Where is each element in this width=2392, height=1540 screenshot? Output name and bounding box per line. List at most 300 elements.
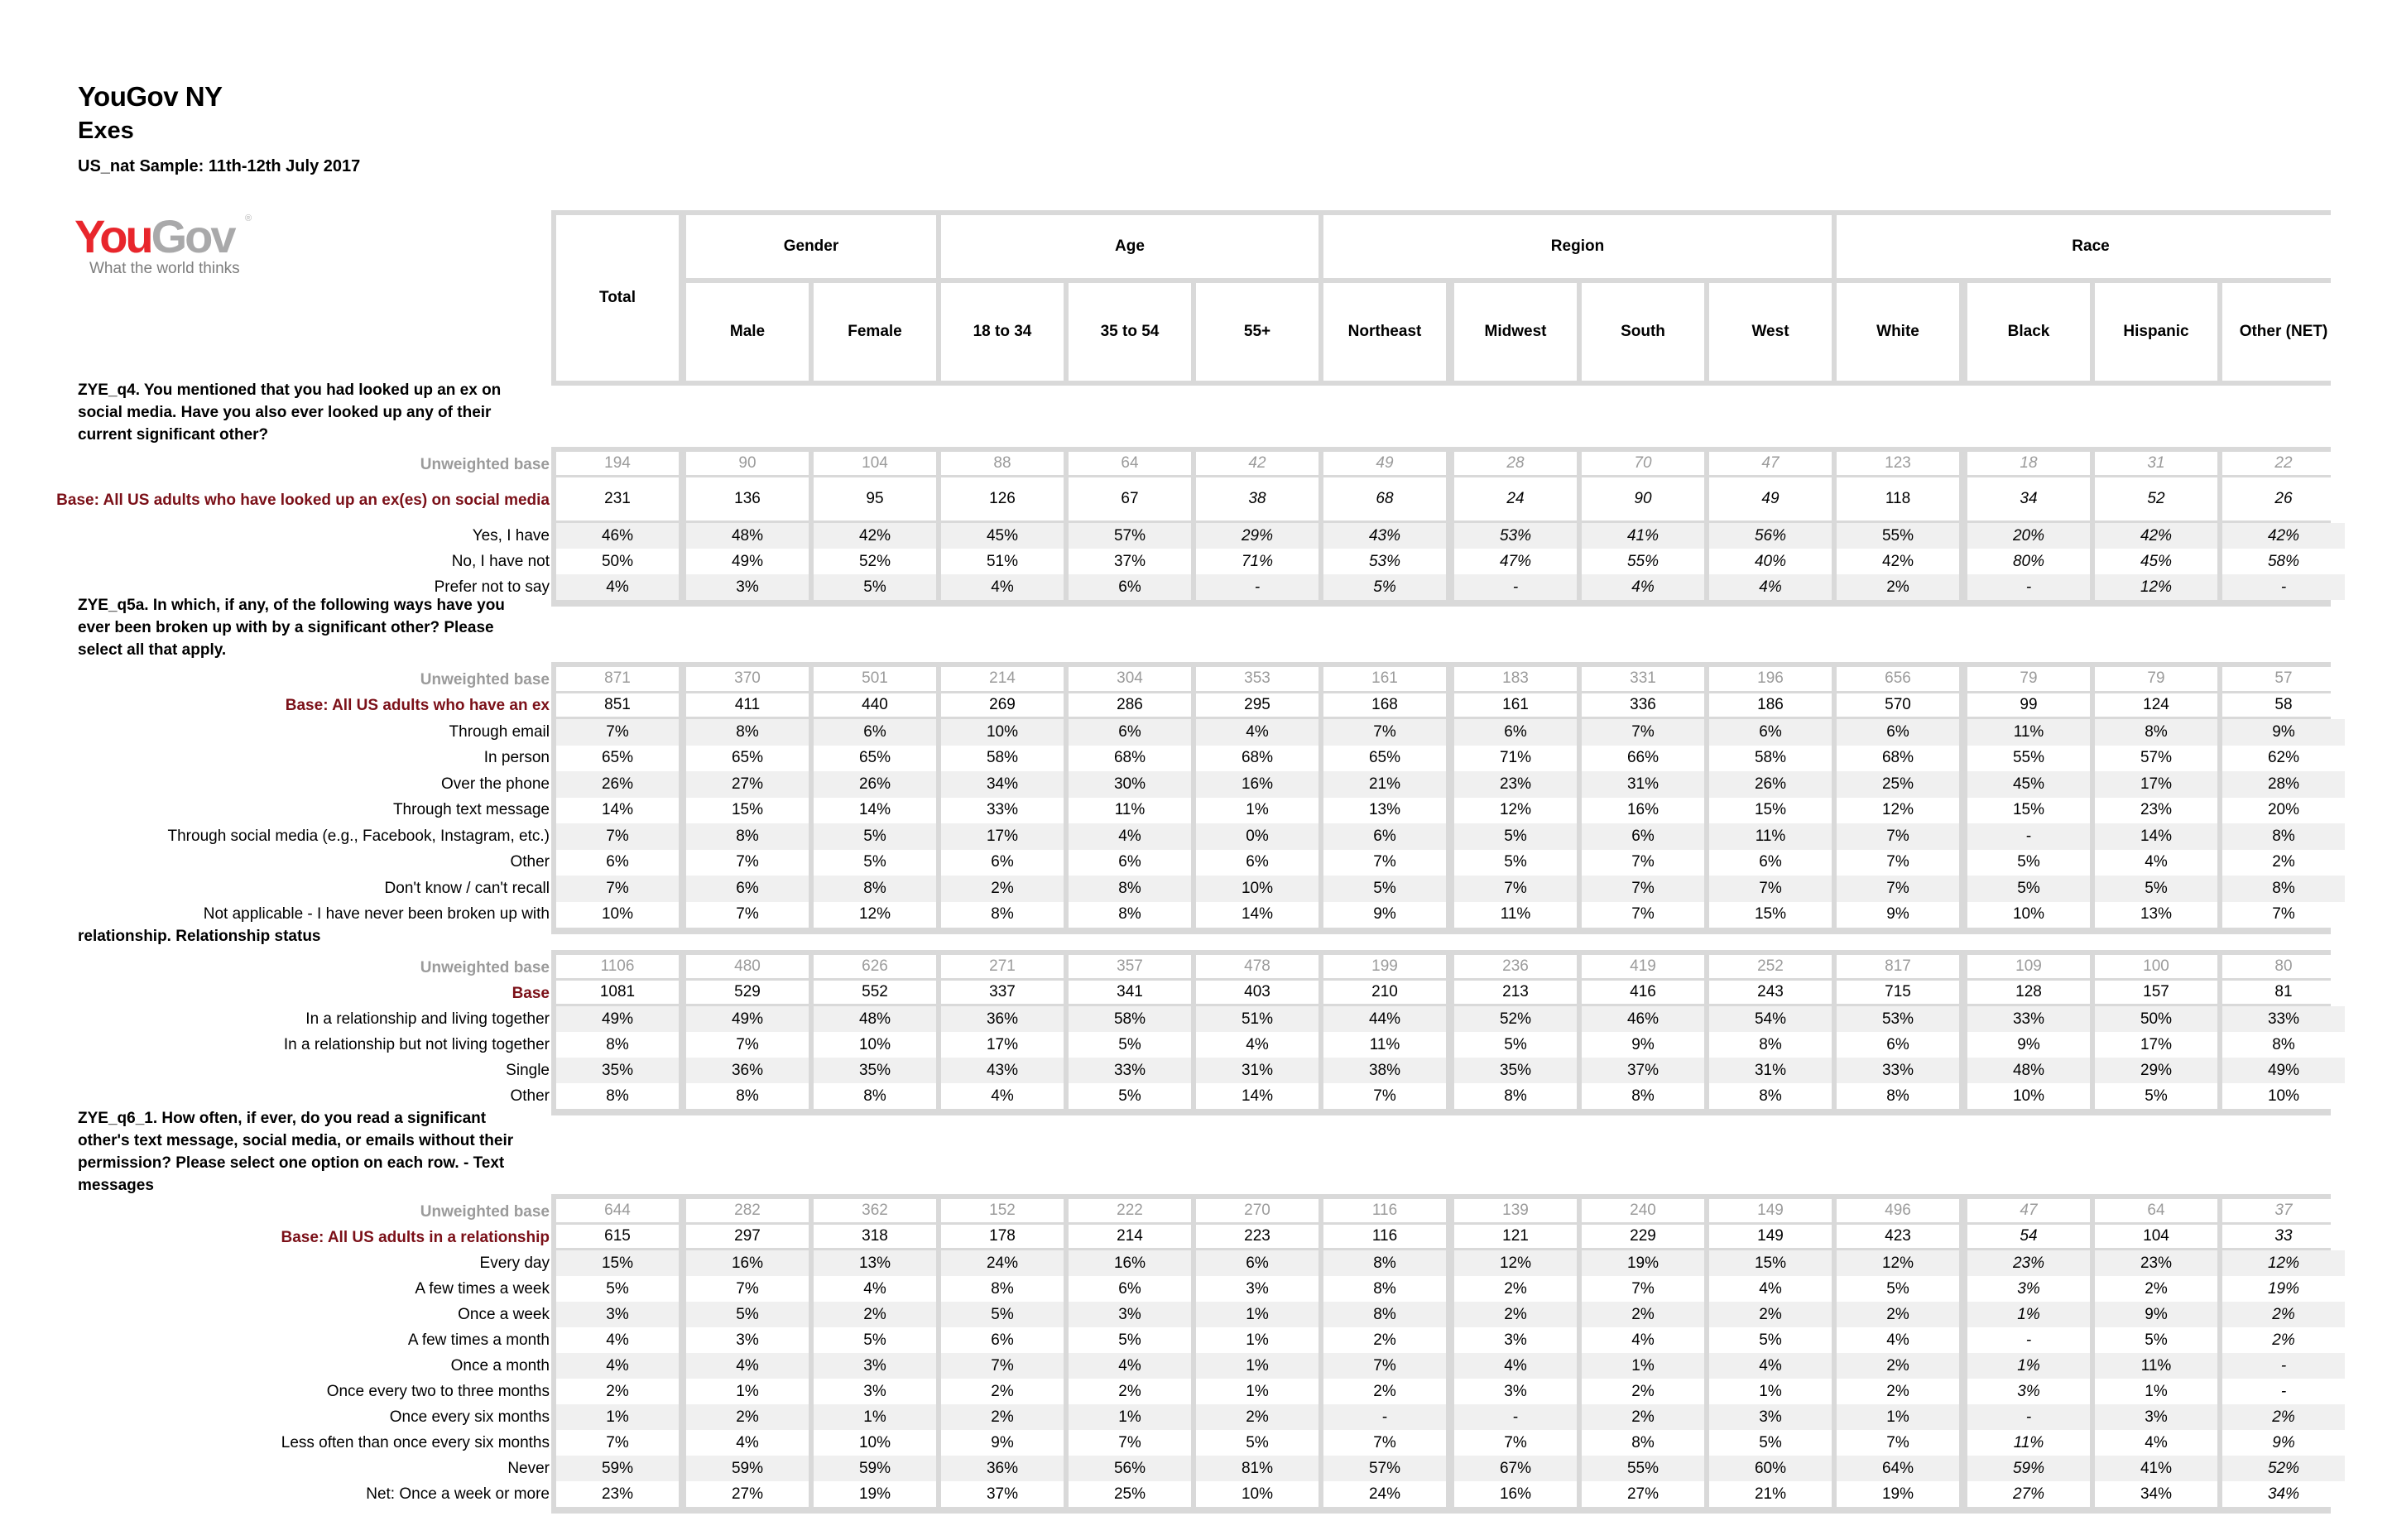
table-cell: 2% xyxy=(941,1404,1064,1430)
table-row xyxy=(510,850,2331,876)
table-cell: 58 xyxy=(2222,693,2345,717)
table-cell: 403 xyxy=(1196,981,1318,1004)
table-cell: 7% xyxy=(1454,876,1577,902)
table-cell: 20% xyxy=(2222,798,2345,824)
table-cell: 58% xyxy=(1069,1006,1191,1032)
table-cell: 626 xyxy=(814,955,936,978)
table-cell: 21% xyxy=(1709,1481,1832,1507)
table-cell: 5% xyxy=(2095,1083,2217,1109)
table-cell: 10% xyxy=(814,1032,936,1058)
table-cell: 5% xyxy=(1967,850,2090,876)
table-cell: 128 xyxy=(1967,981,2090,1004)
table-cell: 37% xyxy=(941,1481,1064,1507)
table-cell: 90 xyxy=(686,452,809,475)
row-label: Over the phone xyxy=(441,775,550,793)
table-row xyxy=(449,719,2331,746)
base-row xyxy=(285,693,2331,720)
table-cell: 10% xyxy=(2222,1083,2345,1109)
table-cell: 36% xyxy=(941,1006,1064,1032)
table-cell: - xyxy=(1967,1327,2090,1353)
table-cell: 109 xyxy=(1967,955,2090,978)
table-cell: 157 xyxy=(2095,981,2217,1004)
table-cell: 5% xyxy=(941,1302,1064,1327)
table-cell: 5% xyxy=(2095,876,2217,902)
table-cell: 17% xyxy=(2095,1032,2217,1058)
table-cell: 14% xyxy=(2095,823,2217,850)
table-cell: 19% xyxy=(2222,1276,2345,1302)
table-cell: 7% xyxy=(1837,850,1959,876)
table-cell: 7% xyxy=(1837,823,1959,850)
row-label: In a relationship but not living together xyxy=(283,1035,550,1053)
table-cell: 55% xyxy=(1582,549,1704,574)
table-cell: 0% xyxy=(1196,823,1318,850)
table-cell: 7% xyxy=(1582,876,1704,902)
table-row xyxy=(281,1430,2331,1456)
table-cell: 139 xyxy=(1454,1199,1577,1222)
table-cell: 10% xyxy=(814,1430,936,1456)
table-cell: 214 xyxy=(1069,1225,1191,1248)
table-cell: 6% xyxy=(814,719,936,746)
report-title: YouGov NY xyxy=(78,81,223,112)
table-cell: 8% xyxy=(1582,1083,1704,1109)
table-cell: 9% xyxy=(2222,719,2345,746)
table-cell: 6% xyxy=(1196,850,1318,876)
table-cell: 121 xyxy=(1454,1225,1577,1248)
table-cell: 53% xyxy=(1454,523,1577,549)
registered-mark-icon: ® xyxy=(245,213,252,223)
table-cell: 34 xyxy=(1967,477,2090,521)
table-cell: 3% xyxy=(1967,1379,2090,1404)
table-cell: 15% xyxy=(1709,1250,1832,1276)
table-cell: 210 xyxy=(1323,981,1446,1004)
table-cell: 90 xyxy=(1582,477,1704,521)
table-cell: 7% xyxy=(1323,850,1446,876)
table-cell: 5% xyxy=(1323,574,1446,600)
table-cell: 49% xyxy=(686,1006,809,1032)
table-cell: 1% xyxy=(1582,1353,1704,1379)
table-cell: 8% xyxy=(686,823,809,850)
table-cell: 13% xyxy=(1323,798,1446,824)
table-row xyxy=(507,1456,2331,1481)
table-row xyxy=(407,1327,2331,1353)
table-cell: 36% xyxy=(686,1058,809,1083)
row-label: Once a week xyxy=(458,1305,550,1323)
table-cell: 25% xyxy=(1837,771,1959,798)
table-cell: - xyxy=(1454,574,1577,600)
table-cell: 7% xyxy=(1709,876,1832,902)
table-cell: 196 xyxy=(1709,667,1832,691)
column-group-race: Race xyxy=(1837,215,2345,278)
table-cell: 161 xyxy=(1323,667,1446,691)
table-cell: 4% xyxy=(556,1353,679,1379)
table-cell: 42 xyxy=(1196,452,1318,475)
row-label: Less often than once every six months xyxy=(281,1433,550,1451)
table-cell: - xyxy=(1967,1404,2090,1430)
table-cell: 8% xyxy=(1454,1083,1577,1109)
table-cell: 4% xyxy=(1837,1327,1959,1353)
table-cell: 9% xyxy=(1837,902,1959,928)
table-cell: - xyxy=(1323,1404,1446,1430)
table-cell: 4% xyxy=(814,1276,936,1302)
column-subheader: 55+ xyxy=(1196,283,1318,381)
table-cell: 64% xyxy=(1837,1456,1959,1481)
table-cell: 2% xyxy=(1196,1404,1318,1430)
table-cell: 59% xyxy=(556,1456,679,1481)
table-cell: 57% xyxy=(2095,746,2217,772)
table-cell: 14% xyxy=(556,798,679,824)
table-cell: 1% xyxy=(1196,1302,1318,1327)
table-cell: 270 xyxy=(1196,1199,1318,1222)
question-text: ZYE_q6_1. How often, if ever, do you read a significant other's text message, social media, or emails without their permission? Please select one option on each row. - Text messages xyxy=(78,1110,514,1194)
table-cell: 3% xyxy=(1967,1276,2090,1302)
table-row xyxy=(415,1276,2331,1302)
table-cell: 19% xyxy=(814,1481,936,1507)
sample-info: US_nat Sample: 11th-12th July 2017 xyxy=(78,157,361,175)
table-cell: 9% xyxy=(2095,1302,2217,1327)
table-cell: 27% xyxy=(1582,1481,1704,1507)
table-cell: 4% xyxy=(686,1353,809,1379)
table-cell: 68% xyxy=(1069,746,1191,772)
table-cell: 5% xyxy=(1454,823,1577,850)
table-cell: 286 xyxy=(1069,693,1191,717)
table-cell: 26 xyxy=(2222,477,2345,521)
table-cell: 10% xyxy=(1196,1481,1318,1507)
unweighted-base-row xyxy=(420,955,2331,981)
table-cell: 5% xyxy=(1837,1276,1959,1302)
table-row xyxy=(389,1404,2331,1430)
table-cell: 12% xyxy=(2222,1250,2345,1276)
table-cell: 20% xyxy=(1967,523,2090,549)
table-cell: 12% xyxy=(814,902,936,928)
table-cell: 423 xyxy=(1837,1225,1959,1248)
table-cell: 3% xyxy=(686,1327,809,1353)
table-cell: 47 xyxy=(1709,452,1832,475)
table-cell: 2% xyxy=(1454,1276,1577,1302)
table-cell: 15% xyxy=(686,798,809,824)
table-cell: 2% xyxy=(1582,1302,1704,1327)
table-cell: 37% xyxy=(1582,1058,1704,1083)
table-cell: 5% xyxy=(2095,1327,2217,1353)
unweighted-base-row xyxy=(420,452,2331,477)
table-cell: 49% xyxy=(556,1006,679,1032)
table-cell: 656 xyxy=(1837,667,1959,691)
table-cell: 570 xyxy=(1837,693,1959,717)
table-cell: 3% xyxy=(1454,1379,1577,1404)
table-cell: 68% xyxy=(1837,746,1959,772)
table-cell: 252 xyxy=(1709,955,1832,978)
table-cell: 4% xyxy=(1709,1353,1832,1379)
table-cell: 213 xyxy=(1454,981,1577,1004)
table-cell: 37 xyxy=(2222,1199,2345,1222)
row-label: No, I have not xyxy=(451,552,550,570)
table-cell: 52% xyxy=(814,549,936,574)
table-cell: 6% xyxy=(1709,719,1832,746)
table-cell: 12% xyxy=(1454,798,1577,824)
table-cell: 6% xyxy=(1069,719,1191,746)
table-cell: 5% xyxy=(1069,1083,1191,1109)
table-row xyxy=(384,876,2331,902)
table-cell: 64 xyxy=(2095,1199,2217,1222)
table-cell: 7% xyxy=(1069,1430,1191,1456)
table-cell: 5% xyxy=(814,1327,936,1353)
table-cell: 4% xyxy=(941,1083,1064,1109)
table-cell: 5% xyxy=(556,1276,679,1302)
table-cell: 34% xyxy=(2095,1481,2217,1507)
table-cell: 19% xyxy=(1837,1481,1959,1507)
table-cell: 4% xyxy=(1582,1327,1704,1353)
row-label: Not applicable - I have never been broken up with xyxy=(203,905,550,924)
table-cell: 10% xyxy=(1967,902,2090,928)
table-cell: 2% xyxy=(1454,1302,1577,1327)
table-cell: 7% xyxy=(1582,850,1704,876)
table-cell: 58% xyxy=(941,746,1064,772)
table-cell: 49% xyxy=(2222,1058,2345,1083)
table-cell: 644 xyxy=(556,1199,679,1222)
table-cell: 478 xyxy=(1196,955,1318,978)
table-cell: 178 xyxy=(941,1225,1064,1248)
row-label: Once every two to three months xyxy=(326,1382,550,1400)
table-cell: 2% xyxy=(1582,1379,1704,1404)
base-row xyxy=(56,477,2331,523)
column-header-total: Total xyxy=(556,215,679,381)
table-cell: 124 xyxy=(2095,693,2217,717)
table-cell: 6% xyxy=(556,850,679,876)
table-cell: 7% xyxy=(556,823,679,850)
table-cell: 26% xyxy=(1709,771,1832,798)
table-cell: 6% xyxy=(941,850,1064,876)
column-subheader: West xyxy=(1709,283,1832,381)
table-cell: 24% xyxy=(941,1250,1064,1276)
table-cell: 419 xyxy=(1582,955,1704,978)
table-cell: 4% xyxy=(1454,1353,1577,1379)
crosstab-table xyxy=(281,1194,2331,1514)
table-cell: 7% xyxy=(556,719,679,746)
unweighted-base-row xyxy=(420,1199,2331,1225)
table-cell: 243 xyxy=(1709,981,1832,1004)
table-cell: 8% xyxy=(1323,1302,1446,1327)
table-cell: 15% xyxy=(556,1250,679,1276)
table-cell: 33% xyxy=(1069,1058,1191,1083)
table-cell: 2% xyxy=(1837,1379,1959,1404)
logo-wordmark xyxy=(74,210,273,262)
table-cell: 416 xyxy=(1582,981,1704,1004)
row-label: Never xyxy=(507,1459,550,1477)
table-row xyxy=(392,798,2331,824)
table-cell: 7% xyxy=(1323,719,1446,746)
table-cell: 501 xyxy=(814,667,936,691)
row-label: Every day xyxy=(479,1254,550,1272)
table-cell: 35% xyxy=(1454,1058,1577,1083)
table-cell: 1% xyxy=(1196,1327,1318,1353)
table-cell: 1% xyxy=(556,1404,679,1430)
table-cell: 6% xyxy=(1323,823,1446,850)
table-cell: 27% xyxy=(686,1481,809,1507)
table-cell: 7% xyxy=(1582,902,1704,928)
table-cell: 116 xyxy=(1323,1225,1446,1248)
column-header xyxy=(551,210,2331,386)
table-cell: 8% xyxy=(1323,1276,1446,1302)
table-cell: 68% xyxy=(1196,746,1318,772)
table-cell: 9% xyxy=(1582,1032,1704,1058)
table-cell: 8% xyxy=(1837,1083,1959,1109)
question-text: relationship. Relationship status xyxy=(78,928,321,945)
table-cell: 14% xyxy=(1196,902,1318,928)
table-cell: 2% xyxy=(1837,1353,1959,1379)
table-cell: 33% xyxy=(1967,1006,2090,1032)
table-cell: 2% xyxy=(1837,574,1959,600)
table-cell: 80 xyxy=(2222,955,2345,978)
table-cell: 50% xyxy=(556,549,679,574)
table-cell: 240 xyxy=(1582,1199,1704,1222)
table-cell: 80% xyxy=(1967,549,2090,574)
table-row xyxy=(506,1058,2331,1083)
table-cell: 2% xyxy=(2222,1302,2345,1327)
table-cell: 1% xyxy=(686,1379,809,1404)
table-cell: 5% xyxy=(1454,1032,1577,1058)
table-cell: 34% xyxy=(2222,1481,2345,1507)
crosstab-table xyxy=(167,662,2331,934)
table-row xyxy=(458,1302,2331,1327)
table-cell: 12% xyxy=(1454,1250,1577,1276)
table-cell: 362 xyxy=(814,1199,936,1222)
row-label: Base: All US adults who have looked up an ex(es) on social media xyxy=(56,491,550,509)
table-cell: 11% xyxy=(1967,1430,2090,1456)
table-row xyxy=(326,1379,2331,1404)
table-cell: 4% xyxy=(2095,1430,2217,1456)
row-label: Yes, I have xyxy=(472,526,550,545)
table-cell: - xyxy=(2222,1353,2345,1379)
table-cell: 104 xyxy=(2095,1225,2217,1248)
table-cell: 17% xyxy=(941,1032,1064,1058)
row-label: Once every six months xyxy=(389,1408,550,1426)
table-cell: 186 xyxy=(1709,693,1832,717)
table-cell: 59% xyxy=(686,1456,809,1481)
table-cell: 2% xyxy=(556,1379,679,1404)
table-cell: 6% xyxy=(1454,719,1577,746)
table-cell: 51% xyxy=(941,549,1064,574)
table-cell: 66% xyxy=(1582,746,1704,772)
table-cell: 136 xyxy=(686,477,809,521)
table-row xyxy=(167,823,2331,850)
table-cell: 13% xyxy=(814,1250,936,1276)
table-cell: 67 xyxy=(1069,477,1191,521)
table-cell: 126 xyxy=(941,477,1064,521)
table-cell: 11% xyxy=(1454,902,1577,928)
table-cell: 6% xyxy=(1837,719,1959,746)
table-cell: 3% xyxy=(814,1379,936,1404)
table-cell: 5% xyxy=(1069,1032,1191,1058)
table-cell: 1% xyxy=(1967,1353,2090,1379)
table-cell: 10% xyxy=(1967,1083,2090,1109)
table-cell: 9% xyxy=(941,1430,1064,1456)
table-cell: 6% xyxy=(686,876,809,902)
table-cell: 59% xyxy=(814,1456,936,1481)
table-cell: 851 xyxy=(556,693,679,717)
table-cell: 18 xyxy=(1967,452,2090,475)
table-cell: 42% xyxy=(2095,523,2217,549)
column-group-age: Age xyxy=(941,215,1318,278)
table-cell: 370 xyxy=(686,667,809,691)
table-cell: 8% xyxy=(2222,823,2345,850)
table-cell: 88 xyxy=(941,452,1064,475)
table-cell: 337 xyxy=(941,981,1064,1004)
table-cell: 8% xyxy=(2222,876,2345,902)
column-group-gender: Gender xyxy=(686,215,936,278)
table-cell: 8% xyxy=(2095,719,2217,746)
table-cell: 24 xyxy=(1454,477,1577,521)
table-cell: - xyxy=(1967,574,2090,600)
table-cell: 1081 xyxy=(556,981,679,1004)
table-cell: 7% xyxy=(686,902,809,928)
table-cell: 1% xyxy=(1967,1302,2090,1327)
table-cell: 16% xyxy=(1069,1250,1191,1276)
table-cell: 318 xyxy=(814,1225,936,1248)
table-cell: 5% xyxy=(1454,850,1577,876)
table-cell: 341 xyxy=(1069,981,1191,1004)
table-cell: 31% xyxy=(1582,771,1704,798)
table-cell: 11% xyxy=(1069,798,1191,824)
table-cell: 7% xyxy=(686,850,809,876)
row-label: Through text message xyxy=(392,801,550,819)
table-cell: 5% xyxy=(1967,876,2090,902)
table-cell: 6% xyxy=(1582,823,1704,850)
table-cell: 6% xyxy=(1069,1276,1191,1302)
table-cell: 22 xyxy=(2222,452,2345,475)
table-cell: 43% xyxy=(941,1058,1064,1083)
table-cell: 7% xyxy=(1323,1083,1446,1109)
table-cell: 552 xyxy=(814,981,936,1004)
table-cell: 10% xyxy=(941,719,1064,746)
table-row xyxy=(483,746,2331,772)
table-cell: 7% xyxy=(941,1353,1064,1379)
row-label: Other xyxy=(510,853,550,871)
table-cell: 295 xyxy=(1196,693,1318,717)
table-cell: 10% xyxy=(1196,876,1318,902)
table-cell: 6% xyxy=(1069,574,1191,600)
table-cell: 715 xyxy=(1837,981,1959,1004)
table-cell: 58% xyxy=(2222,549,2345,574)
table-cell: 4% xyxy=(1709,1276,1832,1302)
table-cell: 55% xyxy=(1967,746,2090,772)
table-cell: 8% xyxy=(1582,1430,1704,1456)
table-cell: 9% xyxy=(2222,1430,2345,1456)
table-cell: 55% xyxy=(1582,1456,1704,1481)
table-cell: 64 xyxy=(1069,452,1191,475)
column-subheader: Northeast xyxy=(1323,283,1446,381)
table-cell: 65% xyxy=(686,746,809,772)
row-label: Unweighted base xyxy=(420,670,550,688)
table-row xyxy=(451,549,2331,574)
table-cell: 16% xyxy=(1582,798,1704,824)
table-cell: 4% xyxy=(1709,574,1832,600)
yougov-logo xyxy=(74,210,273,280)
table-cell: 35% xyxy=(814,1058,936,1083)
table-cell: 65% xyxy=(814,746,936,772)
table-cell: 214 xyxy=(941,667,1064,691)
crosstab-table xyxy=(283,950,2331,1115)
table-cell: 29% xyxy=(1196,523,1318,549)
table-cell: 67% xyxy=(1454,1456,1577,1481)
table-cell: 7% xyxy=(686,1276,809,1302)
row-label: Net: Once a week or more xyxy=(366,1485,550,1503)
table-cell: 17% xyxy=(941,823,1064,850)
table-row xyxy=(441,771,2331,798)
column-group-region: Region xyxy=(1323,215,1832,278)
table-cell: 38 xyxy=(1196,477,1318,521)
table-cell: 9% xyxy=(1323,902,1446,928)
table-cell: 52% xyxy=(1454,1006,1577,1032)
table-cell: 11% xyxy=(1709,823,1832,850)
